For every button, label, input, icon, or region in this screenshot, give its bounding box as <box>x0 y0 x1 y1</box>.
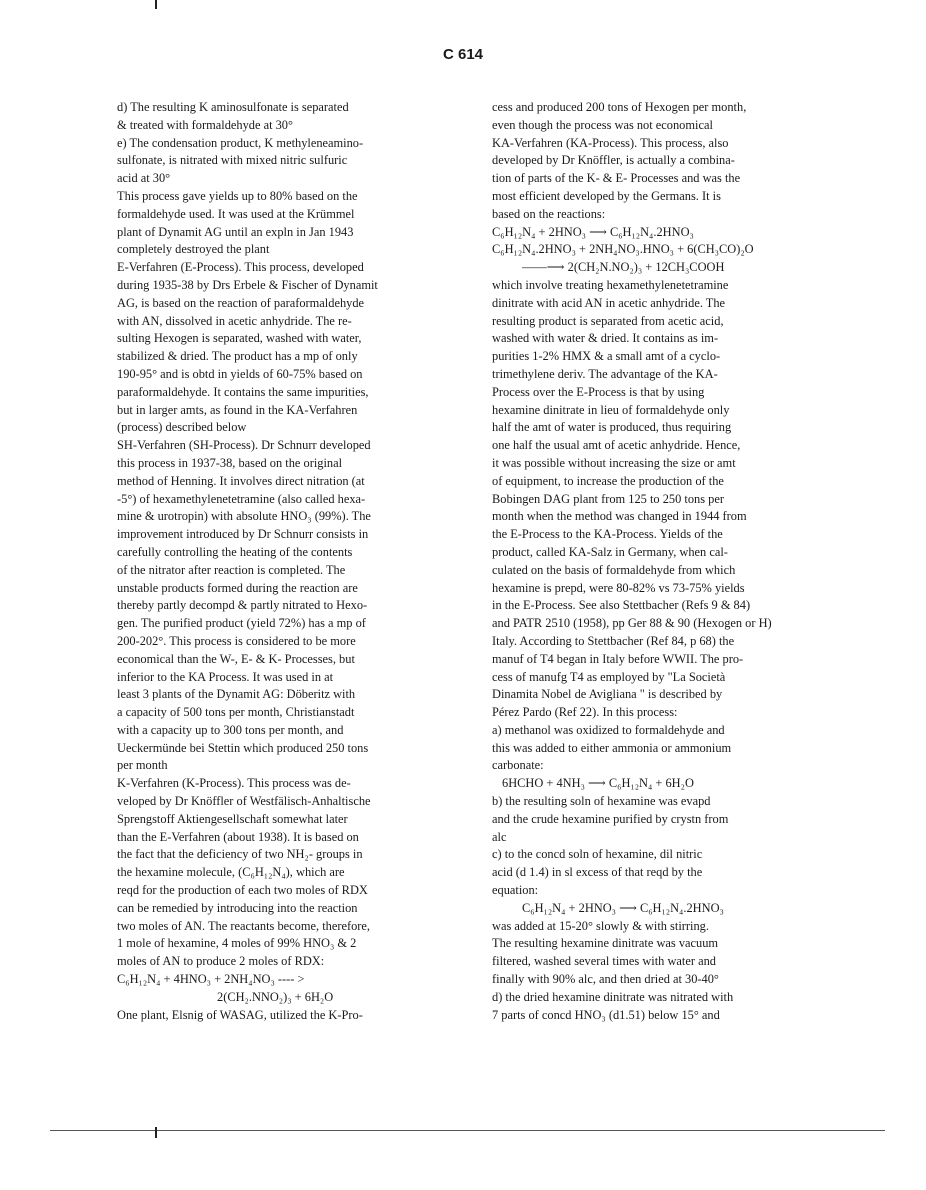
text-line: Pérez Pardo (Ref 22). In this process: <box>492 705 678 720</box>
text-line: 6HCHO + 4NH₃ ⟶ C₆H₁₂N₄ + 6H₂O <box>502 776 694 791</box>
text-line: paraformaldehyde. It contains the same impurities, <box>117 384 369 399</box>
text-line: was added at 15-20° slowly & with stirring. <box>492 918 709 933</box>
text-line: method of Henning. It involves direct nitration (at <box>117 473 365 488</box>
text-line: -5°) of hexamethylenetetramine (also called hexa- <box>117 491 366 506</box>
text-line: ——⟶ 2(CH₂N.NO₂)₃ + 12CH₃COOH <box>522 260 725 275</box>
text-line: two moles of AN. The reactants become, therefore, <box>117 918 370 933</box>
text-line: product, called KA-Salz in Germany, when cal- <box>492 544 728 559</box>
text-line: alc <box>492 829 507 844</box>
text-line: economical than the W-, E- & K- Processes, but <box>117 651 355 666</box>
text-line: carefully controlling the heating of the contents <box>117 544 353 559</box>
text-line: resulting product is separated from acetic acid, <box>492 313 724 328</box>
text-line: gen. The purified product (yield 72%) has a mp of <box>117 616 366 631</box>
text-line: d) the dried hexamine dinitrate was nitrated with <box>492 989 734 1004</box>
text-line: C₆H₁₂N₄ + 2HNO₃ ⟶ C₆H₁₂N₄.2HNO₃ <box>492 224 694 239</box>
text-line: veloped by Dr Knöffler of Westfälisch-Anhaltische <box>117 794 371 809</box>
text-line: dinitrate with acid AN in acetic anhydride. The <box>492 295 726 310</box>
text-line: 2(CH₂.NNO₂)₃ + 6H₂O <box>217 989 334 1004</box>
text-line: in the E-Process. See also Stettbacher (Refs 9 & 84) <box>492 598 751 613</box>
text-line: moles of AN to produce 2 moles of RDX: <box>117 954 325 969</box>
text-line: acid at 30° <box>117 171 171 186</box>
text-line: this was added to either ammonia or ammonium <box>492 740 732 755</box>
text-line: it was possible without increasing the size or amt <box>492 455 736 470</box>
text-line: of equipment, to increase the production of the <box>492 473 724 488</box>
text-line: which involve treating hexamethylenetetramine <box>492 277 729 292</box>
text-line: b) the resulting soln of hexamine was evapd <box>492 794 711 809</box>
bottom-rule <box>50 1130 885 1131</box>
text-line: plant of Dynamit AG until an expln in Jan 1943 <box>117 224 354 239</box>
text-line: SH-Verfahren (SH-Process). Dr Schnurr developed <box>117 438 371 453</box>
text-line: equation: <box>492 883 539 898</box>
text-line: One plant, Elsnig of WASAG, utilized the K-Pro- <box>117 1007 363 1022</box>
text-line: Process over the E-Process is that by using <box>492 384 705 399</box>
text-line: Italy. According to Stettbacher (Ref 84, p 68) the <box>492 633 735 648</box>
text-line: K-Verfahren (K-Process). This process was de- <box>117 776 351 791</box>
text-line: 1 mole of hexamine, 4 moles of 99% HNO₃ & 2 <box>117 936 357 951</box>
left-text-column <box>117 99 467 1024</box>
text-line: based on the reactions: <box>492 206 606 221</box>
text-line: the hexamine molecule, (C₆H₁₂N₄), which are <box>117 865 345 880</box>
text-line: (process) described below <box>117 420 247 435</box>
text-line: a) methanol was oxidized to formaldehyde and <box>492 722 725 737</box>
text-line: manuf of T4 began in Italy before WWII. The pro- <box>492 651 744 666</box>
text-line: c) to the concd soln of hexamine, dil nitric <box>492 847 703 862</box>
text-line: of the nitrator after reaction is completed. The <box>117 562 346 577</box>
text-line: during 1935-38 by Drs Erbele & Fischer of Dynamit <box>117 277 378 292</box>
text-line: thereby partly decompd & partly nitrated to Hexo- <box>117 598 368 613</box>
text-line: C₆H₁₂N₄.2HNO₃ + 2NH₄NO₃.HNO₃ + 6(CH₃CO)₂O <box>492 242 754 257</box>
text-line: completely destroyed the plant <box>117 242 270 257</box>
text-line: with a capacity up to 300 tons per month, and <box>117 722 344 737</box>
text-line: tion of parts of the K- & E- Processes and was the <box>492 171 741 186</box>
text-line: developed by Dr Knöffler, is actually a combina- <box>492 153 735 168</box>
text-line: & treated with formaldehyde at 30° <box>117 117 293 132</box>
text-line: than the E-Verfahren (about 1938). It is based on <box>117 829 359 844</box>
text-line: C₆H₁₂N₄ + 2HNO₃ ⟶ C₆H₁₂N₄.2HNO₃ <box>522 900 724 915</box>
margin-tick-top <box>155 0 157 9</box>
text-line: month when the method was changed in 1944 from <box>492 509 747 524</box>
text-line: this process in 1937-38, based on the original <box>117 455 343 470</box>
text-line: per month <box>117 758 168 773</box>
text-line: trimethylene deriv. The advantage of the KA- <box>492 366 718 381</box>
text-line: hexamine dinitrate in lieu of formaldehyde only <box>492 402 730 417</box>
text-line: can be remedied by introducing into the reaction <box>117 900 358 915</box>
text-line: 7 parts of concd HNO₃ (d1.51) below 15° and <box>492 1007 720 1022</box>
text-line: least 3 plants of the Dynamit AG: Döberitz with <box>117 687 356 702</box>
text-line: even though the process was not economical <box>492 117 713 132</box>
text-line: sulting Hexogen is separated, washed with water, <box>117 331 362 346</box>
text-line: filtered, washed several times with water and <box>492 954 716 969</box>
text-line: most efficient developed by the Germans. It is <box>492 188 721 203</box>
text-line: E-Verfahren (E-Process). This process, developed <box>117 260 364 275</box>
text-line: cess of manufg T4 as employed by "La Società <box>492 669 726 684</box>
text-line: sulfonate, is nitrated with mixed nitric sulfuric <box>117 153 348 168</box>
text-line: e) The condensation product, K methyleneamino- <box>117 135 364 150</box>
text-line: cess and produced 200 tons of Hexogen per month, <box>492 100 747 114</box>
text-line: half the amt of water is produced, thus requiring <box>492 420 732 435</box>
text-line: Dinamita Nobel de Avigliana " is described by <box>492 687 723 702</box>
text-line: The resulting hexamine dinitrate was vacuum <box>492 936 719 951</box>
text-line: inferior to the KA Process. It was used in at <box>117 669 334 684</box>
text-line: improvement introduced by Dr Schnurr consists in <box>117 527 369 542</box>
margin-tick-bottom <box>155 1127 157 1138</box>
text-line: culated on the basis of formaldehyde from which <box>492 562 736 577</box>
text-line: the E-Process to the KA-Process. Yields of the <box>492 527 723 542</box>
text-line: Ueckermünde bei Stettin which produced 250 tons <box>117 740 369 755</box>
text-line: the fact that the deficiency of two NH₂- groups in <box>117 847 363 862</box>
text-line: unstable products formed during the reaction are <box>117 580 358 595</box>
text-line: but in larger amts, as found in the KA-Verfahren <box>117 402 358 417</box>
text-line: hexamine is prepd, were 80-82% vs 73-75% yields <box>492 580 745 595</box>
right-text-column <box>492 99 832 1024</box>
text-line: formaldehyde used. It was used at the Krümmel <box>117 206 355 221</box>
text-line: mine & urotropin) with absolute HNO₃ (99%). The <box>117 509 371 524</box>
text-line: Sprengstoff Aktiengesellschaft somewhat later <box>117 811 348 826</box>
text-line: C₆H₁₂N₄ + 4HNO₃ + 2NH₄NO₃ ---- > <box>117 972 305 987</box>
text-line: and the crude hexamine purified by crystn from <box>492 811 729 826</box>
text-line: Bobingen DAG plant from 125 to 250 tons per <box>492 491 724 506</box>
text-line: KA-Verfahren (KA-Process). This process, also <box>492 135 729 150</box>
text-line: acid (d 1.4) in sl excess of that reqd by the <box>492 865 703 880</box>
text-line: finally with 90% alc, and then dried at 30-40° <box>492 972 719 987</box>
page-number: C 614 <box>442 46 484 63</box>
text-line: with AN, dissolved in acetic anhydride. The re- <box>117 313 352 328</box>
text-line: AG, is based on the reaction of paraformaldehyde <box>117 295 365 310</box>
text-line: one half the usual amt of acetic anhydride. Hence, <box>492 438 741 453</box>
text-line: purities 1-2% HMX & a small amt of a cyclo- <box>492 349 721 364</box>
text-line: and PATR 2510 (1958), pp Ger 88 & 90 (Hexogen or H) <box>492 616 772 631</box>
text-line: stabilized & dried. The product has a mp of only <box>117 349 358 364</box>
text-line: 190-95° and is obtd in yields of 60-75% based on <box>117 366 363 381</box>
text-line: 200-202°. This process is considered to be more <box>117 633 356 648</box>
text-line: d) The resulting K aminosulfonate is separated <box>117 100 349 114</box>
text-line: This process gave yields up to 80% based on the <box>117 188 358 203</box>
text-line: washed with water & dried. It contains as im- <box>492 331 719 346</box>
text-line: carbonate: <box>492 758 544 773</box>
text-line: a capacity of 500 tons per month, Christianstadt <box>117 705 355 720</box>
text-line: reqd for the production of each two moles of RDX <box>117 883 368 898</box>
